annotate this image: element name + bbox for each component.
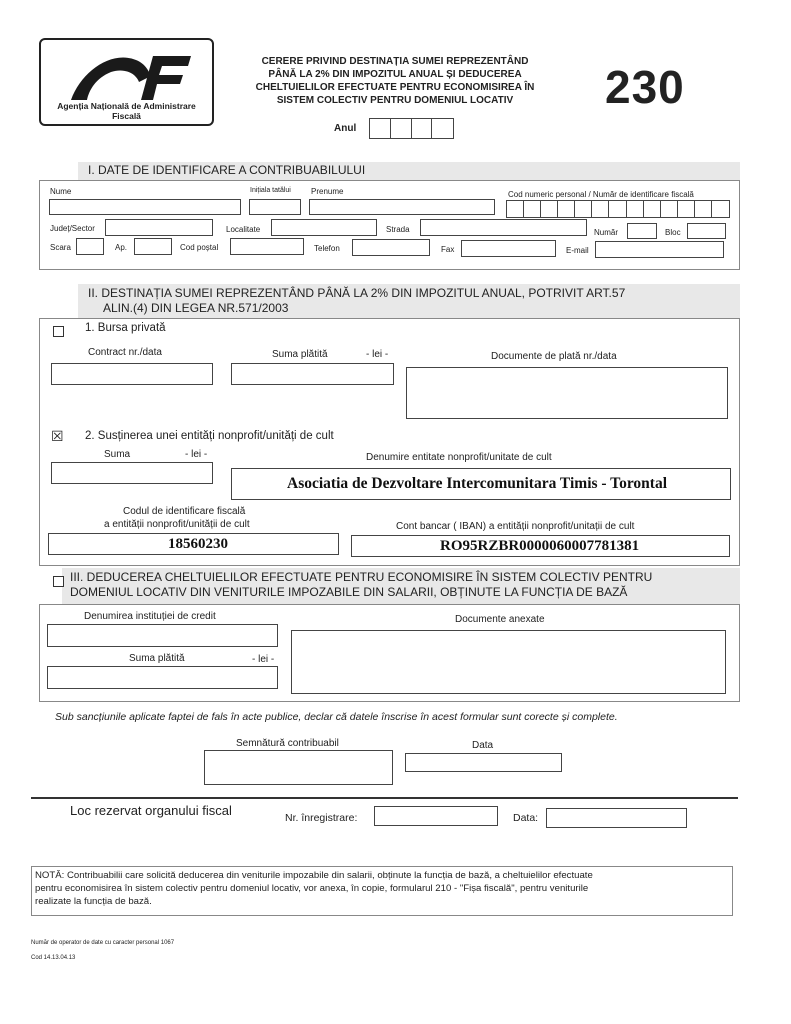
initiala-input[interactable] (249, 199, 301, 215)
reserved-data-label: Data: (513, 812, 539, 824)
section-1-title: I. DATE DE IDENTIFICARE A CONTRIBUABILULUI (88, 163, 366, 177)
title-line-2: PÂNĂ LA 2% DIN IMPOZITUL ANUAL ȘI DEDUCEREA (268, 69, 522, 80)
anaf-logo-mark (41, 42, 212, 104)
date-label: Data (472, 740, 494, 751)
section-2-title-line2: ALIN.(4) DIN LEGEA NR.571/2003 (103, 301, 289, 315)
anaf-logo (39, 38, 214, 126)
cnp-input[interactable] (506, 200, 730, 218)
title-line-1: CERERE PRIVIND DESTINAȚIA SUMEI REPREZENTÂND (261, 56, 529, 67)
form-number: 230 (605, 61, 685, 113)
ap-label: Ap. (115, 243, 128, 252)
initiala-label: Inițiala tatălui (250, 187, 291, 194)
section-2-title-line1: II. DESTINAȚIA SUMEI REPREZENTÂND PÂNĂ LA 2% DIN IMPOZITUL ANUAL, POTRIVIT ART.57 (88, 286, 626, 300)
signature-box[interactable] (204, 750, 393, 785)
agency-name-line2: Fiscală (112, 111, 141, 121)
documente-anexate-label: Documente anexate (455, 614, 545, 625)
localitate-input[interactable] (271, 219, 377, 236)
sustinere-lei-label: - lei - (185, 449, 208, 460)
footer-code: Cod 14.13.04.13 (31, 955, 76, 961)
email-label: E-mail (566, 246, 589, 255)
telefon-input[interactable] (352, 239, 430, 256)
numar-input[interactable] (627, 223, 657, 239)
nume-input[interactable] (49, 199, 241, 215)
cod-postal-label: Cod poștal (180, 243, 219, 252)
declaration-text: Sub sancțiunile aplicate faptei de fals în acte publice, declar că datele înscrise în acest formular sunt corecte și complete. (55, 711, 618, 723)
scara-label: Scara (50, 243, 71, 252)
title-line-3: CHELTUIELILOR EFECTUATE PENTRU ECONOMISIREA ÎN (255, 82, 535, 93)
fax-label: Fax (441, 245, 455, 254)
footer-operator: Număr de operator de date cu caracter personal 1067 (31, 940, 175, 946)
sustinere-checkbox[interactable]: ☒ (51, 428, 64, 444)
agency-name-line1: Agenția Națională de Administrare (57, 101, 196, 111)
bursa-label: 1. Bursa privată (85, 322, 166, 334)
scara-input[interactable] (76, 238, 104, 255)
institutie-input[interactable] (47, 624, 278, 647)
section-3-checkbox[interactable] (53, 576, 64, 587)
cnp-label: Cod numeric personal / Număr de identificare fiscală (508, 190, 694, 199)
denumire-entitate-value: Asociatia de Dezvoltare Intercomunitara Timis - Torontal (287, 475, 668, 492)
note-line-1: NOTĂ: Contribuabilii care solicită deducerea din veniturile impozabile din salarii, obținute la funcția de bază, a cheltuielilor efectuate (35, 870, 593, 881)
date-input[interactable] (405, 753, 562, 772)
reserved-label: Loc rezervat organului fiscal (70, 803, 232, 818)
cif-label-line1: Codul de identificare fiscală (123, 506, 246, 517)
fax-input[interactable] (461, 240, 556, 257)
section-3-title-line1: III. DEDUCEREA CHELTUIELILOR EFECTUATE PENTRU ECONOMISIRE ÎN SISTEM COLECTIV PENTRU (70, 570, 653, 584)
localitate-label: Localitate (226, 225, 261, 234)
cod-postal-input[interactable] (230, 238, 304, 255)
strada-input[interactable] (420, 219, 587, 236)
institutie-label: Denumirea instituției de credit (84, 611, 216, 622)
bloc-input[interactable] (687, 223, 726, 239)
documente-anexate-input[interactable] (291, 630, 726, 694)
judet-label: Județ/Sector (50, 224, 95, 233)
section-3-lei-label: - lei - (252, 654, 275, 665)
cif-label-line2: a entității nonprofit/unității de cult (104, 519, 250, 530)
section-3-suma-input[interactable] (47, 666, 278, 689)
prenume-input[interactable] (309, 199, 495, 215)
telefon-label: Telefon (314, 244, 340, 253)
numar-label: Număr (594, 228, 619, 237)
section-3-title-line2: DOMENIUL LOCATIV DIN VENITURILE IMPOZABILE DIN SALARII, OBȚINUTE LA FUNCȚIA DE BAZĂ (70, 585, 628, 599)
bursa-lei-label: - lei - (366, 349, 389, 360)
separator-line (31, 797, 738, 799)
iban-label: Cont bancar ( IBAN) a entității nonprofit/unitații de cult (396, 521, 635, 532)
nr-inregistrare-input[interactable] (374, 806, 498, 826)
note-box (31, 866, 733, 916)
title-line-4: SISTEM COLECTIV PENTRU DOMENIUL LOCATIV (276, 95, 514, 106)
denumire-entitate-label: Denumire entitate nonprofit/unitate de cult (366, 452, 552, 463)
strada-label: Strada (386, 225, 410, 234)
bursa-suma-label: Suma plătită (272, 349, 328, 360)
email-input[interactable] (595, 241, 724, 258)
signature-label: Semnătură contribuabil (236, 738, 339, 749)
sustinere-suma-input[interactable] (51, 462, 213, 484)
contract-label: Contract nr./data (88, 347, 162, 358)
year-input[interactable] (369, 118, 454, 139)
sustinere-label: 2. Susținerea unei entități nonprofit/unități de cult (85, 430, 334, 442)
contract-input[interactable] (51, 363, 213, 385)
section-3-suma-label: Suma plătită (129, 653, 185, 664)
note-line-2: pentru economisirea în sistem colectiv pentru domeniul locativ, vor anexa, în copie, formularul 210 - "Fișa fiscală", pentru veniturile (35, 883, 589, 894)
bursa-checkbox[interactable] (53, 326, 64, 337)
documente-plata-label: Documente de plată nr./data (491, 351, 617, 362)
form-title (225, 55, 565, 107)
bursa-suma-input[interactable] (231, 363, 394, 385)
sustinere-suma-label: Suma (104, 449, 131, 460)
note-line-3: realizate la funcția de bază. (35, 896, 152, 907)
ap-input[interactable] (134, 238, 172, 255)
cif-value: 18560230 (168, 536, 228, 552)
bloc-label: Bloc (665, 228, 681, 237)
documente-plata-input[interactable] (406, 367, 728, 419)
reserved-data-input[interactable] (546, 808, 687, 828)
prenume-label: Prenume (311, 187, 344, 196)
nume-label: Nume (50, 187, 72, 196)
year-label: Anul (334, 123, 357, 134)
nr-inregistrare-label: Nr. înregistrare: (285, 812, 358, 824)
judet-input[interactable] (105, 219, 213, 236)
iban-value: RO95RZBR0000060007781381 (440, 538, 640, 554)
